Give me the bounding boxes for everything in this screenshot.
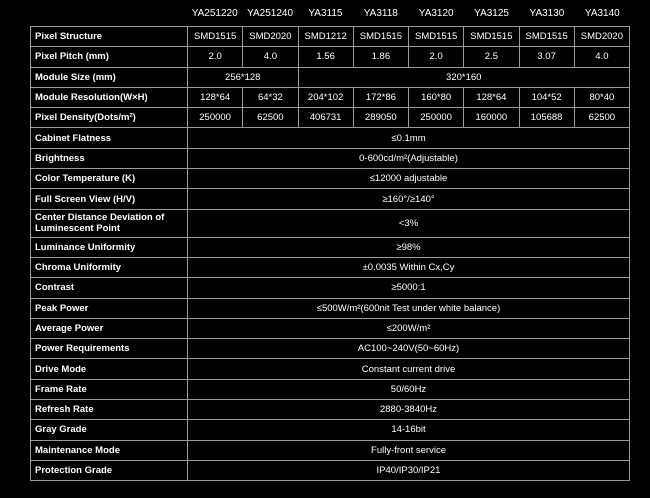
cell-value: 2.0 (409, 47, 464, 67)
row-label: Color Temperature (K) (31, 169, 188, 189)
row-label: Cabinet Flatness (31, 128, 188, 148)
row-label: Protection Grade (31, 460, 188, 480)
cell-value: SMD1515 (188, 27, 243, 47)
cell-value: 160*80 (409, 87, 464, 107)
table-row (31, 400, 630, 420)
cell-value: SMD1515 (464, 27, 519, 47)
cell-value: 256*128 (188, 67, 299, 87)
cell-value: 2.5 (464, 47, 519, 67)
table-row (31, 359, 630, 379)
row-label: Frame Rate (31, 379, 188, 399)
cell-value: 320*160 (298, 67, 630, 87)
cell-value: ≤500W/m²(600nit Test under white balance) (188, 298, 630, 318)
cell-value: 3.07 (519, 47, 574, 67)
table-row (31, 278, 630, 298)
row-label: Gray Grade (31, 420, 188, 440)
cell-value: 1.86 (353, 47, 408, 67)
cell-value: ≥160°/≥140° (188, 189, 630, 209)
row-label: Chroma Uniformity (31, 257, 188, 277)
row-label: Full Screen View (H/V) (31, 189, 188, 209)
cell-value: SMD1515 (409, 27, 464, 47)
table-row (31, 87, 630, 107)
cell-value: 104*52 (519, 87, 574, 107)
row-label: Contrast (31, 278, 188, 298)
cell-value: ≥98% (188, 237, 630, 257)
cell-value: 128*64 (464, 87, 519, 107)
cell-value: 250000 (188, 108, 243, 128)
cell-value: 50/60Hz (188, 379, 630, 399)
table-row (31, 47, 630, 67)
row-label: Maintenance Mode (31, 440, 188, 460)
cell-value: SMD1515 (519, 27, 574, 47)
table-row (31, 237, 630, 257)
row-label: Pixel Structure (31, 27, 188, 47)
model-name: YA251220 (191, 8, 238, 19)
cell-value: 105688 (519, 108, 574, 128)
model-name: YA251240 (247, 8, 294, 19)
cell-value: 0-600cd/m²(Adjustable) (188, 148, 630, 168)
row-label: Luminance Uniformity (31, 237, 188, 257)
cell-value: 250000 (409, 108, 464, 128)
model-name: YA3118 (363, 8, 398, 19)
table-row (31, 339, 630, 359)
row-label: Peak Power (31, 298, 188, 318)
model-name: YA3120 (418, 8, 454, 19)
model-name: YA3125 (474, 8, 509, 19)
cell-value: 160000 (464, 108, 519, 128)
cell-value: IP40/IP30/IP21 (188, 460, 630, 480)
row-label: Power Requirements (31, 339, 188, 359)
row-label: Average Power (31, 318, 188, 338)
table-row (31, 460, 630, 480)
model-name: YA3140 (584, 8, 620, 19)
cell-value: 80*40 (574, 87, 629, 107)
cell-value: 172*86 (353, 87, 408, 107)
row-label: Drive Mode (31, 359, 188, 379)
table-row (31, 209, 630, 237)
cell-value: ±0.0035 Within Cx,Cy (188, 257, 630, 277)
table-row (31, 148, 630, 168)
cell-value: 62500 (574, 108, 629, 128)
table-row (31, 27, 630, 47)
cell-value: AC100~240V(50~60Hz) (188, 339, 630, 359)
table-row (31, 298, 630, 318)
cell-value: 289050 (353, 108, 408, 128)
cell-value: 62500 (243, 108, 298, 128)
cell-value: 4.0 (243, 47, 298, 67)
row-label: Module Resolution(W×H) (31, 87, 188, 107)
table-row (31, 128, 630, 148)
cell-value: 1.56 (298, 47, 353, 67)
model-name: YA3130 (529, 8, 565, 19)
cell-value: <3% (188, 209, 630, 237)
cell-value: 2880-3840Hz (188, 400, 630, 420)
table-row (31, 318, 630, 338)
cell-value: ≥5000:1 (188, 278, 630, 298)
table-row (31, 420, 630, 440)
table-row (31, 189, 630, 209)
row-label: Pixel Density(Dots/m²) (31, 108, 188, 128)
table-row (31, 379, 630, 399)
row-label: Refresh Rate (31, 400, 188, 420)
table-row (31, 108, 630, 128)
cell-value: SMD2020 (574, 27, 629, 47)
cell-value: SMD1212 (298, 27, 353, 47)
cell-value: Constant current drive (188, 359, 630, 379)
cell-value: 4.0 (574, 47, 629, 67)
cell-value: ≤200W/m² (188, 318, 630, 338)
cell-value: 14-16bit (188, 420, 630, 440)
cell-value: 64*32 (243, 87, 298, 107)
table-row (31, 257, 630, 277)
cell-value: SMD1515 (353, 27, 408, 47)
cell-value: 128*64 (188, 87, 243, 107)
cell-value: SMD2020 (243, 27, 298, 47)
row-label: Module Size (mm) (31, 67, 188, 87)
cell-value: 406731 (298, 108, 353, 128)
cell-value: 204*102 (298, 87, 353, 107)
table-row (31, 440, 630, 460)
row-label: Pixel Pitch (mm) (31, 47, 188, 67)
model-header (187, 8, 630, 19)
cell-value: ≤0.1mm (188, 128, 630, 148)
model-name: YA3115 (308, 8, 343, 19)
table-row (31, 169, 630, 189)
spec-table (30, 26, 630, 481)
row-label: Brightness (31, 148, 188, 168)
row-label: Center Distance Deviation of Luminescent Point (31, 209, 188, 237)
cell-value: Fully-front service (188, 440, 630, 460)
cell-value: ≤12000 adjustable (188, 169, 630, 189)
cell-value: 2.0 (188, 47, 243, 67)
table-row (31, 67, 630, 87)
